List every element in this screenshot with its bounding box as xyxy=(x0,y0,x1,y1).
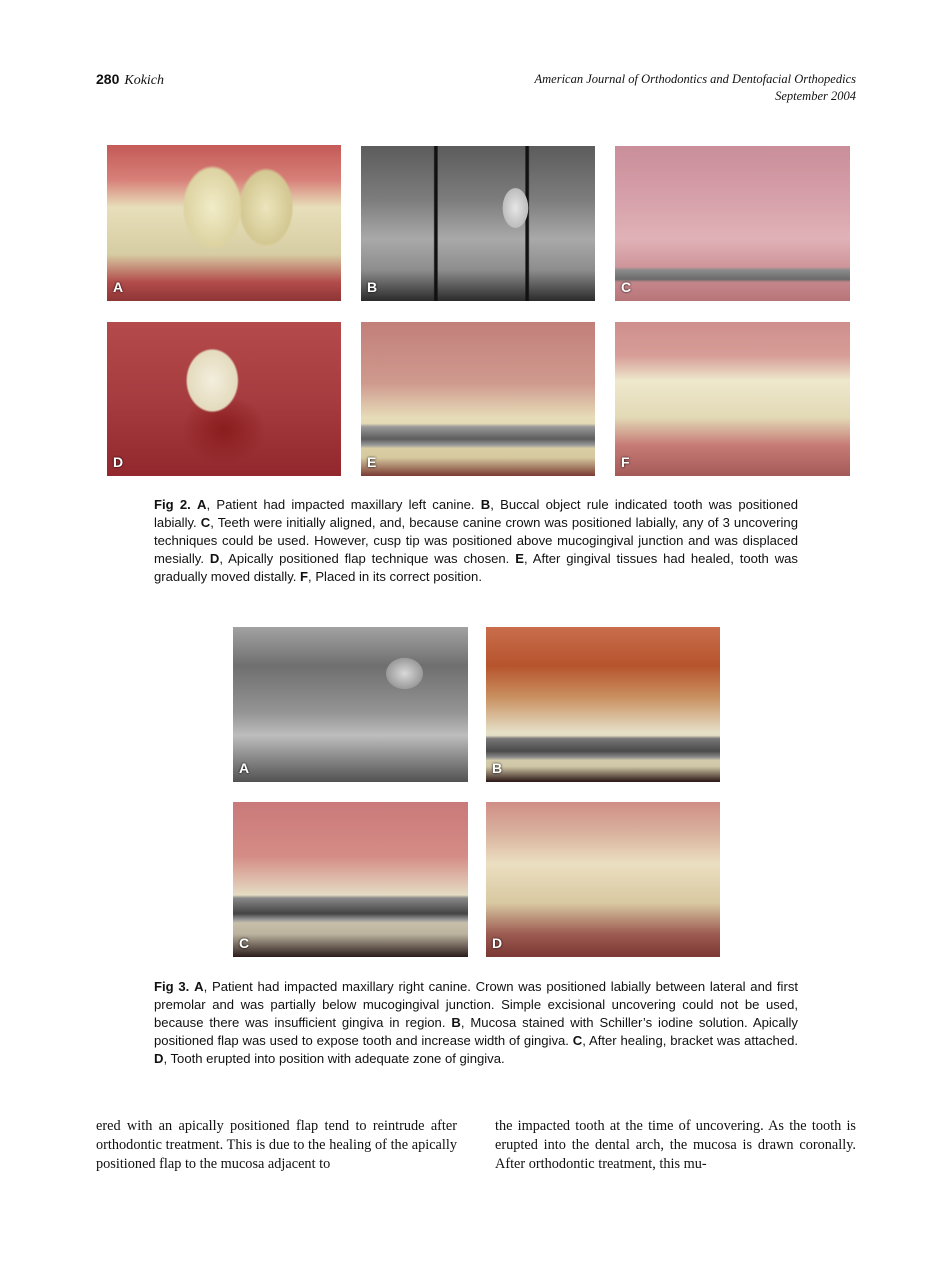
fig2-caption-f-text: , Placed in its correct position. xyxy=(308,569,482,584)
fig3-caption-c-text: , After healing, bracket was attached. xyxy=(582,1033,798,1048)
running-header-left xyxy=(96,71,164,89)
fig2-caption-a-key: A xyxy=(197,497,207,512)
fig3-panel-d xyxy=(486,802,720,957)
fig3-caption-a-text: , Patient had impacted maxillary right canine. Crown was positioned labially between lateral and first premolar and was partially below mucogingival junction. Simple excisional uncovering could not be used, because there was insufficient gingiva in region. xyxy=(154,979,799,1030)
fig2-panel-c-label: C xyxy=(621,279,632,295)
fig2-caption-c-text: , Teeth were initially aligned, and, because canine crown was positioned labially, any of 3 uncovering techniques could be used. However, cusp tip was positioned above mucogingival junction and was displaced mesially. xyxy=(154,515,798,566)
fig2-panel-b-label: B xyxy=(367,279,378,295)
fig3-panel-b-label: B xyxy=(492,760,503,776)
fig3-panel-a xyxy=(233,627,468,782)
fig2-panel-e xyxy=(361,322,595,476)
fig2-panel-f-label: F xyxy=(621,454,630,470)
running-author: Kokich xyxy=(124,73,165,88)
fig3-caption-fig: Fig 3. xyxy=(154,979,190,994)
fig3-panel-b xyxy=(486,627,720,782)
fig2-caption-e-text: , After gingival tissues had healed, tooth was gradually moved distally. xyxy=(154,551,798,584)
fig2-panel-d-label: D xyxy=(113,454,124,470)
fig2-panel-f xyxy=(615,322,850,476)
fig2-caption-d-text: , Apically positioned flap technique was chosen. xyxy=(219,551,516,566)
fig3-caption-b-key: B xyxy=(451,1015,461,1030)
fig2-caption-e-key: E xyxy=(515,551,524,566)
fig2-caption-b-text: , Buccal object rule indicated tooth was positioned labially. xyxy=(154,497,799,530)
journal-title: American Journal of Orthodontics and Dentofacial Orthopedics xyxy=(534,72,856,86)
fig3-caption xyxy=(154,978,798,1068)
fig2-caption-b-key: B xyxy=(480,497,491,512)
fig2-caption-fig: Fig 2. xyxy=(154,497,191,512)
fig2-panel-a xyxy=(107,145,341,301)
fig3-caption-a-key: A xyxy=(194,979,204,994)
fig2-caption-f-key: F xyxy=(300,569,309,584)
fig2-panel-a-label: A xyxy=(113,279,124,295)
fig2-panel-e-label: E xyxy=(367,454,377,470)
fig2-caption xyxy=(154,496,798,586)
issue-date: September 2004 xyxy=(775,89,856,103)
fig2-caption-c-key: C xyxy=(200,515,211,530)
fig2-caption-d-key: D xyxy=(209,551,220,566)
fig3-panel-c xyxy=(233,802,468,957)
running-header-right xyxy=(535,71,857,105)
body-column-right: the impacted tooth at the time of uncovering. As the tooth is erupted into the dental arch, the mucosa is drawn coronally. After orthodontic treatment, this mu- xyxy=(495,1118,856,1173)
fig3-caption-b-text: , Mucosa stained with Schiller’s iodine solution. Apically positioned flap was used to expose tooth and increase width of gingiva. xyxy=(154,1015,798,1048)
page-number: 280 xyxy=(96,71,120,87)
fig3-panel-c-label: C xyxy=(239,935,250,951)
fig3-caption-c-key: C xyxy=(572,1033,583,1048)
fig3-caption-d-text: , Tooth erupted into position with adequate zone of gingiva. xyxy=(163,1051,505,1066)
fig2-panel-c xyxy=(615,146,850,301)
fig2-panel-b xyxy=(361,146,595,301)
fig3-panel-a-label: A xyxy=(239,760,250,776)
body-column-left: ered with an apically positioned flap tend to reintrude after orthodontic treatment. This is due to the healing of the apically positioned flap to the mucosa adjacent to xyxy=(96,1118,457,1173)
fig2-caption-a-text: , Patient had impacted maxillary left canine. xyxy=(206,497,481,512)
fig3-panel-d-label: D xyxy=(492,935,503,951)
fig3-caption-d-key: D xyxy=(154,1051,164,1066)
fig2-panel-d xyxy=(107,322,341,476)
